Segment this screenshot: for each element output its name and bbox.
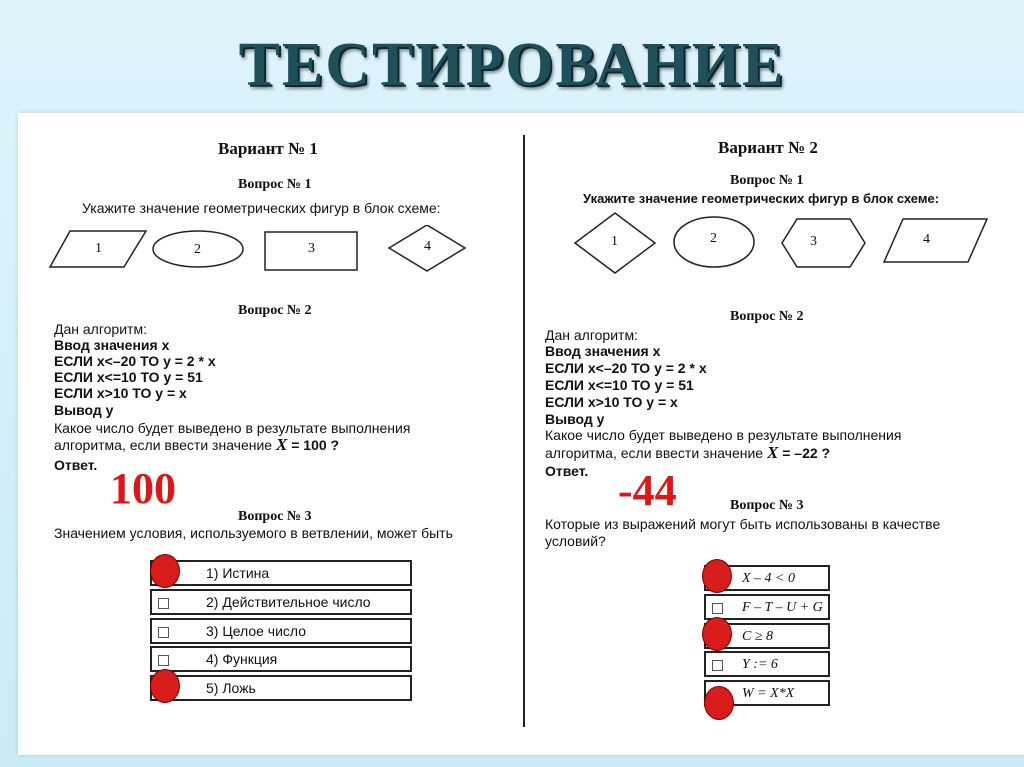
- v1-option-text-1: 1) Истина: [206, 565, 270, 581]
- v2-option-checkbox-2[interactable]: [712, 603, 723, 614]
- v2-answer-label: Ответ.: [545, 463, 589, 479]
- v2-option-checkbox-4[interactable]: [712, 660, 723, 671]
- v2-option-formula-5: W = X*X: [742, 686, 795, 701]
- v1-option-row-2: [150, 589, 412, 615]
- v2-algo-line-2: ЕСЛИ x<–20 ТО y = 2 * x: [545, 360, 707, 376]
- v2-hexagon-shape: [782, 219, 865, 267]
- v1-q2-question-line2: алгоритма, если ввести значение X = 100 ?: [54, 435, 340, 454]
- v1-answer-value: 100: [110, 464, 176, 513]
- v1-option-text-5: 5) Ложь: [206, 680, 256, 696]
- v1-algo-line-3: ЕСЛИ x<=10 ТО y = 51: [54, 369, 203, 385]
- page-title: ТЕСТИРОВАНИЕ: [238, 31, 786, 99]
- v1-q2-question-line1: Какое число будет выведено в результате выполнения: [54, 420, 411, 436]
- variant1-heading: Вариант № 1: [218, 139, 318, 158]
- v2-q3-text-line2: условий?: [545, 533, 606, 549]
- v1-option-row-5: [150, 675, 412, 701]
- v2-q2-intro: Дан алгоритм:: [545, 327, 638, 343]
- v2-q1-heading: Вопрос № 1: [730, 173, 804, 188]
- v2-q3-text-line1: Которые из выражений могут быть использованы в качестве: [545, 516, 941, 532]
- v1-option-row-4: [150, 646, 412, 672]
- v1-option-row-3: [150, 618, 412, 644]
- v1-option-text-2: 2) Действительное число: [206, 594, 371, 610]
- v2-marker-option-3: [702, 617, 732, 651]
- test-sheet: [18, 113, 1024, 755]
- v1-shape-label-3: 3: [308, 241, 315, 256]
- v2-algo-line-3: ЕСЛИ x<=10 ТО y = 51: [545, 377, 694, 393]
- v2-shape-label-1: 1: [611, 234, 618, 249]
- v1-option-checkbox-3[interactable]: [158, 627, 169, 638]
- v1-algo-line-4: ЕСЛИ x>10 ТО y = x: [54, 385, 187, 401]
- v1-algo-line-2: ЕСЛИ x<–20 ТО y = 2 * x: [54, 353, 216, 369]
- v1-option-checkbox-2[interactable]: [158, 598, 169, 609]
- v2-option-formula-3: C ≥ 8: [742, 629, 774, 644]
- v1-option-checkbox-4[interactable]: [158, 655, 169, 666]
- v1-marker-option-5: [150, 669, 180, 703]
- v2-q2-question-line2: алгоритма, если ввести значение X = –22 ?: [545, 443, 831, 462]
- v1-answer-label: Ответ.: [54, 457, 98, 473]
- v2-q2-question-line1: Какое число будет выведено в результате выполнения: [545, 427, 902, 443]
- v1-q1-heading: Вопрос № 1: [238, 177, 312, 192]
- v2-q1-text: Укажите значение геометрических фигур в блок схеме:: [583, 191, 940, 206]
- v1-algo-line-1: Ввод значения x: [54, 337, 170, 353]
- variant2-heading: Вариант № 2: [718, 138, 818, 157]
- v1-option-text-3: 3) Целое число: [206, 623, 307, 639]
- v1-algo-line-5: Вывод y: [54, 402, 114, 418]
- v1-q3-heading: Вопрос № 3: [238, 509, 312, 524]
- v2-shape-label-2: 2: [710, 231, 717, 246]
- v2-shape-label-3: 3: [810, 234, 817, 249]
- v2-marker-option-5: [704, 686, 734, 720]
- v1-shape-label-1: 1: [95, 241, 102, 256]
- column-divider: [523, 135, 525, 727]
- v2-q2-heading: Вопрос № 2: [730, 309, 804, 324]
- v2-option-formula-2: F – T – U + G: [742, 600, 823, 615]
- v1-option-text-4: 4) Функция: [206, 651, 278, 667]
- v2-algo-line-1: Ввод значения x: [545, 343, 661, 359]
- v1-shape-label-4: 4: [424, 239, 431, 254]
- v2-algo-line-5: Вывод y: [545, 411, 605, 427]
- v1-q1-text: Укажите значение геометрических фигур в блок схеме:: [82, 200, 441, 216]
- v1-flowchart-shapes: [48, 225, 478, 279]
- v1-q3-text: Значением условия, используемого в ветвлении, может быть: [54, 525, 453, 541]
- v2-q3-heading: Вопрос № 3: [730, 498, 804, 513]
- v2-marker-option-1: [702, 559, 732, 593]
- v2-option-formula-1: X – 4 < 0: [742, 571, 795, 586]
- v2-algo-line-4: ЕСЛИ x>10 ТО y = x: [545, 394, 678, 410]
- v2-option-row-4: [704, 651, 830, 677]
- v2-option-row-2: [704, 594, 830, 620]
- v2-shape-label-4: 4: [923, 232, 930, 247]
- v1-q2-heading: Вопрос № 2: [238, 303, 312, 318]
- v1-shape-label-2: 2: [194, 242, 201, 257]
- v1-marker-option-1: [150, 554, 180, 588]
- v1-q2-intro: Дан алгоритм:: [54, 321, 147, 337]
- v2-answer-value: -44: [618, 466, 677, 515]
- v1-option-row-1: [150, 560, 412, 586]
- v2-parallelogram-shape: [884, 219, 987, 262]
- v2-option-formula-4: Y := 6: [742, 657, 778, 672]
